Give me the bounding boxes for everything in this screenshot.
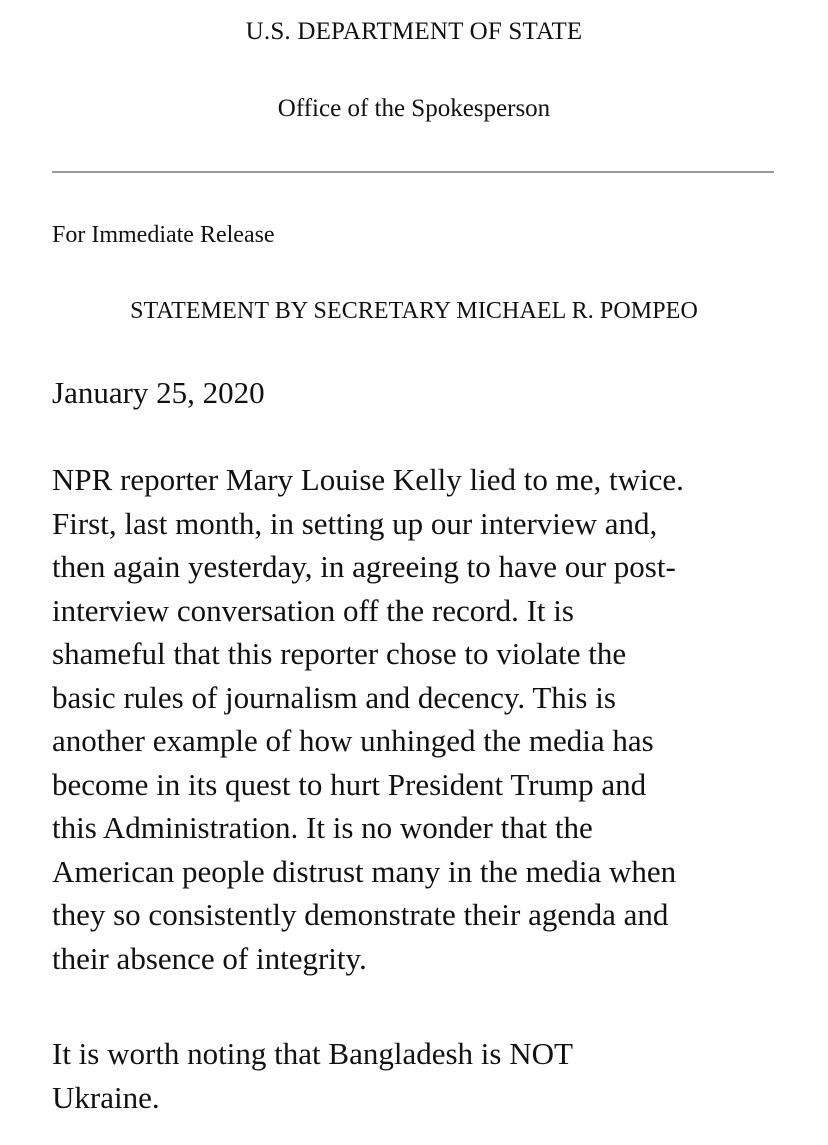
paragraph-line: another example of how unhinged the media has bbox=[52, 723, 654, 758]
statement-paragraph-1 bbox=[52, 458, 792, 980]
paragraph-line: American people distrust many in the media when bbox=[52, 853, 677, 889]
agency-heading: U.S. DEPARTMENT OF STATE bbox=[245, 18, 583, 45]
office-heading: Office of the Spokesperson bbox=[277, 95, 551, 122]
header-divider bbox=[52, 171, 774, 173]
paragraph-line: Ukraine. bbox=[52, 1079, 160, 1115]
statement-date: January 25, 2020 bbox=[52, 375, 265, 410]
paragraph-line: they so consistently demonstrate their agenda and bbox=[52, 897, 669, 932]
paragraph-line: basic rules of journalism and decency. This is bbox=[52, 679, 616, 715]
paragraph-line: NPR reporter Mary Louise Kelly lied to me, twice. bbox=[52, 462, 684, 497]
statement-paragraph-2 bbox=[52, 1032, 792, 1119]
paragraph-line: interview conversation off the record. It is bbox=[52, 592, 574, 628]
paragraph-line: this Administration. It is no wonder that the bbox=[52, 810, 593, 845]
release-label: For Immediate Release bbox=[52, 222, 275, 248]
paragraph-line: It is worth noting that Bangladesh is NOT bbox=[52, 1036, 573, 1071]
paragraph-line: their absence of integrity. bbox=[52, 940, 367, 976]
paragraph-line: First, last month, in setting up our interview and, bbox=[52, 505, 658, 541]
paragraph-line: then again yesterday, in agreeing to have our post- bbox=[52, 549, 676, 584]
statement-title: STATEMENT BY SECRETARY MICHAEL R. POMPEO bbox=[130, 298, 698, 324]
paragraph-line: become in its quest to hurt President Trump and bbox=[52, 766, 647, 802]
paragraph-line: shameful that this reporter chose to violate the bbox=[52, 636, 627, 671]
